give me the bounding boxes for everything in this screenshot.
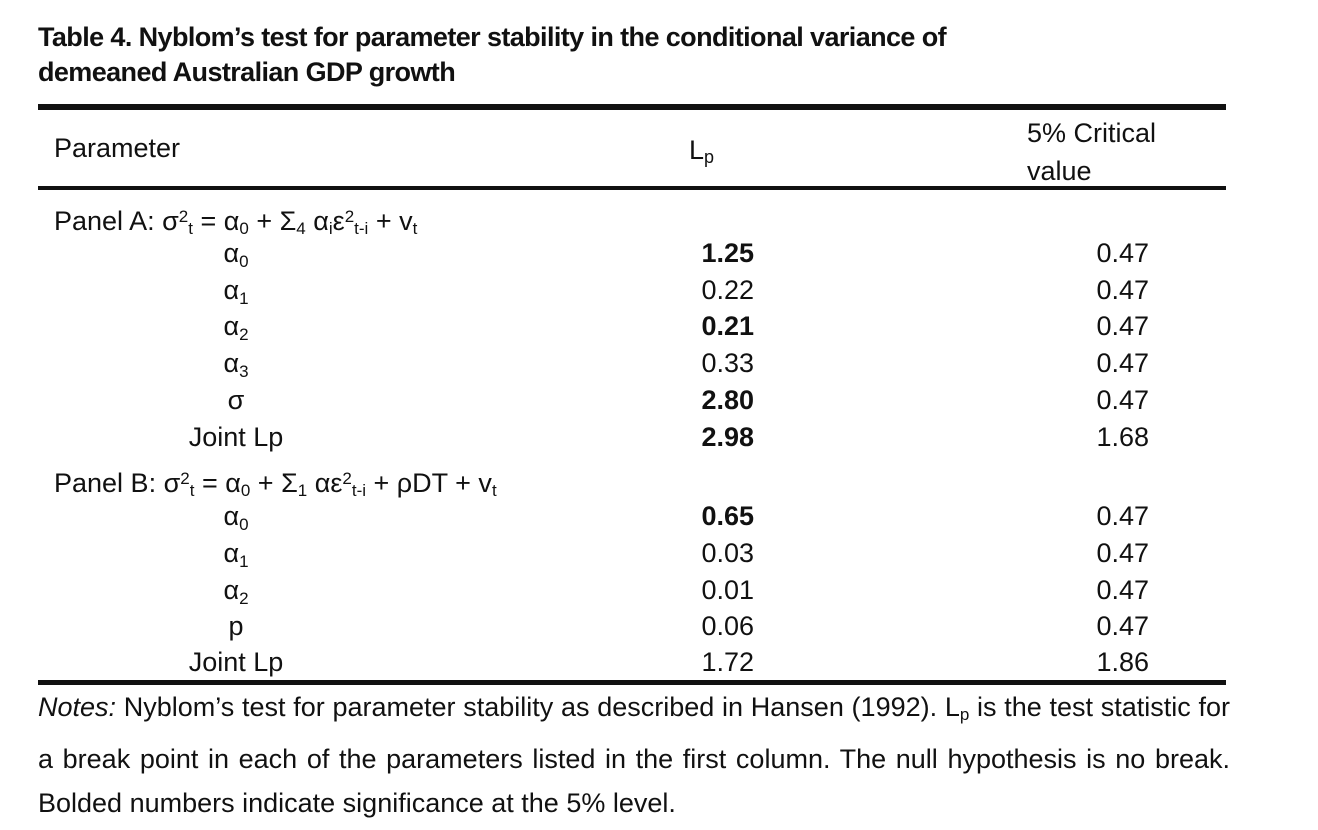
panel-b-text: + ρDT + v bbox=[366, 468, 492, 498]
critical-value: 0.47 bbox=[1096, 575, 1149, 605]
panel-a-sup: 2 bbox=[344, 207, 355, 226]
panel-a-text: Panel A: σ bbox=[54, 206, 179, 236]
panel-b-text: + Σ bbox=[250, 468, 298, 498]
notes-text-1: Nyblom’s test for parameter stability as described in Hansen (1992). L bbox=[116, 692, 960, 722]
table-notes bbox=[38, 685, 1230, 825]
panel-a-heading bbox=[38, 198, 1226, 238]
parameter-subscript: 3 bbox=[239, 362, 249, 381]
panel-a-text: = α bbox=[192, 206, 240, 236]
panel-a-row bbox=[38, 345, 1226, 382]
parameter-symbol: α bbox=[223, 275, 240, 305]
panel-b-sub: 0 bbox=[240, 481, 251, 500]
panel-b-sup: 2 bbox=[180, 469, 190, 488]
panel-b-row bbox=[38, 644, 1226, 681]
critical-value: 0.47 bbox=[1096, 611, 1149, 641]
parameter-subscript: 2 bbox=[239, 325, 249, 344]
header-lp-sub: p bbox=[704, 147, 715, 167]
lp-value: 1.72 bbox=[701, 647, 754, 677]
parameter-subscript: 0 bbox=[239, 252, 249, 271]
critical-value: 0.47 bbox=[1096, 275, 1149, 305]
parameter-cell bbox=[168, 644, 304, 681]
critical-value: 0.47 bbox=[1096, 311, 1149, 341]
lp-value: 0.22 bbox=[701, 275, 754, 305]
header-lp bbox=[689, 135, 714, 168]
panel-b-text: αε bbox=[307, 468, 343, 498]
panel-b-row bbox=[38, 535, 1226, 572]
parameter-symbol: α bbox=[223, 501, 240, 531]
parameter-symbol: α bbox=[223, 575, 240, 605]
parameter-symbol: Joint Lp bbox=[188, 647, 284, 677]
parameter-cell bbox=[168, 419, 304, 456]
parameter-symbol: σ bbox=[227, 385, 245, 415]
panel-a-row bbox=[38, 272, 1226, 309]
panel-b-sub: t bbox=[491, 481, 497, 500]
panel-a-text: + Σ bbox=[248, 206, 297, 236]
panel-a-row bbox=[38, 419, 1226, 456]
lp-value: 1.25 bbox=[701, 238, 754, 268]
parameter-cell bbox=[168, 382, 304, 419]
lp-value: 0.06 bbox=[701, 611, 754, 641]
critical-value: 0.47 bbox=[1096, 348, 1149, 378]
table-title bbox=[38, 20, 1226, 90]
header-critical-line-1: 5% Critical bbox=[1027, 118, 1157, 148]
panel-b-sub: t-i bbox=[351, 481, 367, 500]
panel-a-text: + v bbox=[368, 206, 413, 236]
panel-a-row bbox=[38, 382, 1226, 419]
lp-value: 0.21 bbox=[701, 311, 754, 341]
header-critical-value bbox=[1027, 114, 1227, 190]
table-document bbox=[38, 20, 1230, 825]
parameter-subscript: 2 bbox=[239, 589, 249, 608]
lp-value: 0.65 bbox=[701, 501, 754, 531]
panel-b-row bbox=[38, 498, 1226, 535]
panel-a-sub: i bbox=[328, 219, 333, 238]
parameter-subscript: 0 bbox=[239, 515, 249, 534]
critical-value: 0.47 bbox=[1096, 238, 1149, 268]
critical-value: 0.47 bbox=[1096, 538, 1149, 568]
notes-text-2: is the test statistic for a break point in each of the parameters listed in the first column. The null hypothesis is no break. Bolded numbers indicate significance at the 5% level. bbox=[38, 692, 1230, 818]
critical-value: 0.47 bbox=[1096, 501, 1149, 531]
critical-value: 1.86 bbox=[1096, 647, 1149, 677]
notes-label: Notes: bbox=[38, 692, 117, 722]
panel-b-sup: 2 bbox=[342, 469, 352, 488]
table-header bbox=[38, 110, 1226, 186]
header-critical-line-2: value bbox=[1027, 156, 1092, 186]
parameter-symbol: Joint Lp bbox=[188, 422, 284, 452]
parameter-symbol: p bbox=[228, 611, 244, 641]
panel-b-row bbox=[38, 608, 1226, 645]
parameter-symbol: α bbox=[223, 311, 240, 341]
table-body bbox=[38, 190, 1226, 680]
panel-a-text: α bbox=[305, 206, 329, 236]
parameter-subscript: 1 bbox=[239, 289, 249, 308]
panel-b-text: Panel B: σ bbox=[54, 468, 181, 498]
lp-value: 2.80 bbox=[701, 385, 754, 415]
panel-a-row bbox=[38, 235, 1226, 272]
panel-a-sub: t-i bbox=[354, 219, 369, 238]
panel-b-row bbox=[38, 572, 1226, 609]
panel-b-sub: 1 bbox=[297, 481, 308, 500]
parameter-subscript: 1 bbox=[239, 552, 249, 571]
panel-a-row bbox=[38, 308, 1226, 345]
panel-a-sub: 4 bbox=[296, 219, 306, 238]
lp-value: 0.01 bbox=[701, 575, 754, 605]
parameter-symbol: α bbox=[223, 238, 240, 268]
header-lp-main: L bbox=[689, 135, 705, 165]
critical-value: 1.68 bbox=[1096, 422, 1149, 452]
title-line-1: Table 4. Nyblom’s test for parameter stability in the conditional variance of bbox=[38, 22, 947, 52]
title-line-2: demeaned Australian GDP growth bbox=[38, 57, 456, 87]
lp-value: 0.33 bbox=[701, 348, 754, 378]
lp-value: 0.03 bbox=[701, 538, 754, 568]
panel-a-text: ε bbox=[332, 206, 345, 236]
header-parameter: Parameter bbox=[54, 133, 181, 163]
panel-b-heading bbox=[38, 460, 1226, 500]
lp-value: 2.98 bbox=[701, 422, 754, 452]
panel-a-sub: t bbox=[188, 219, 193, 238]
critical-value: 0.47 bbox=[1096, 385, 1149, 415]
parameter-symbol: α bbox=[223, 348, 240, 378]
panel-b-sub: t bbox=[189, 481, 195, 500]
notes-sub: p bbox=[959, 705, 970, 724]
parameter-symbol: α bbox=[223, 538, 240, 568]
panel-b-text: = α bbox=[194, 468, 241, 498]
parameter-cell bbox=[168, 608, 304, 645]
panel-a-sub: 0 bbox=[239, 219, 249, 238]
panel-a-sub: t bbox=[412, 219, 418, 238]
panel-a-sup: 2 bbox=[178, 207, 189, 226]
